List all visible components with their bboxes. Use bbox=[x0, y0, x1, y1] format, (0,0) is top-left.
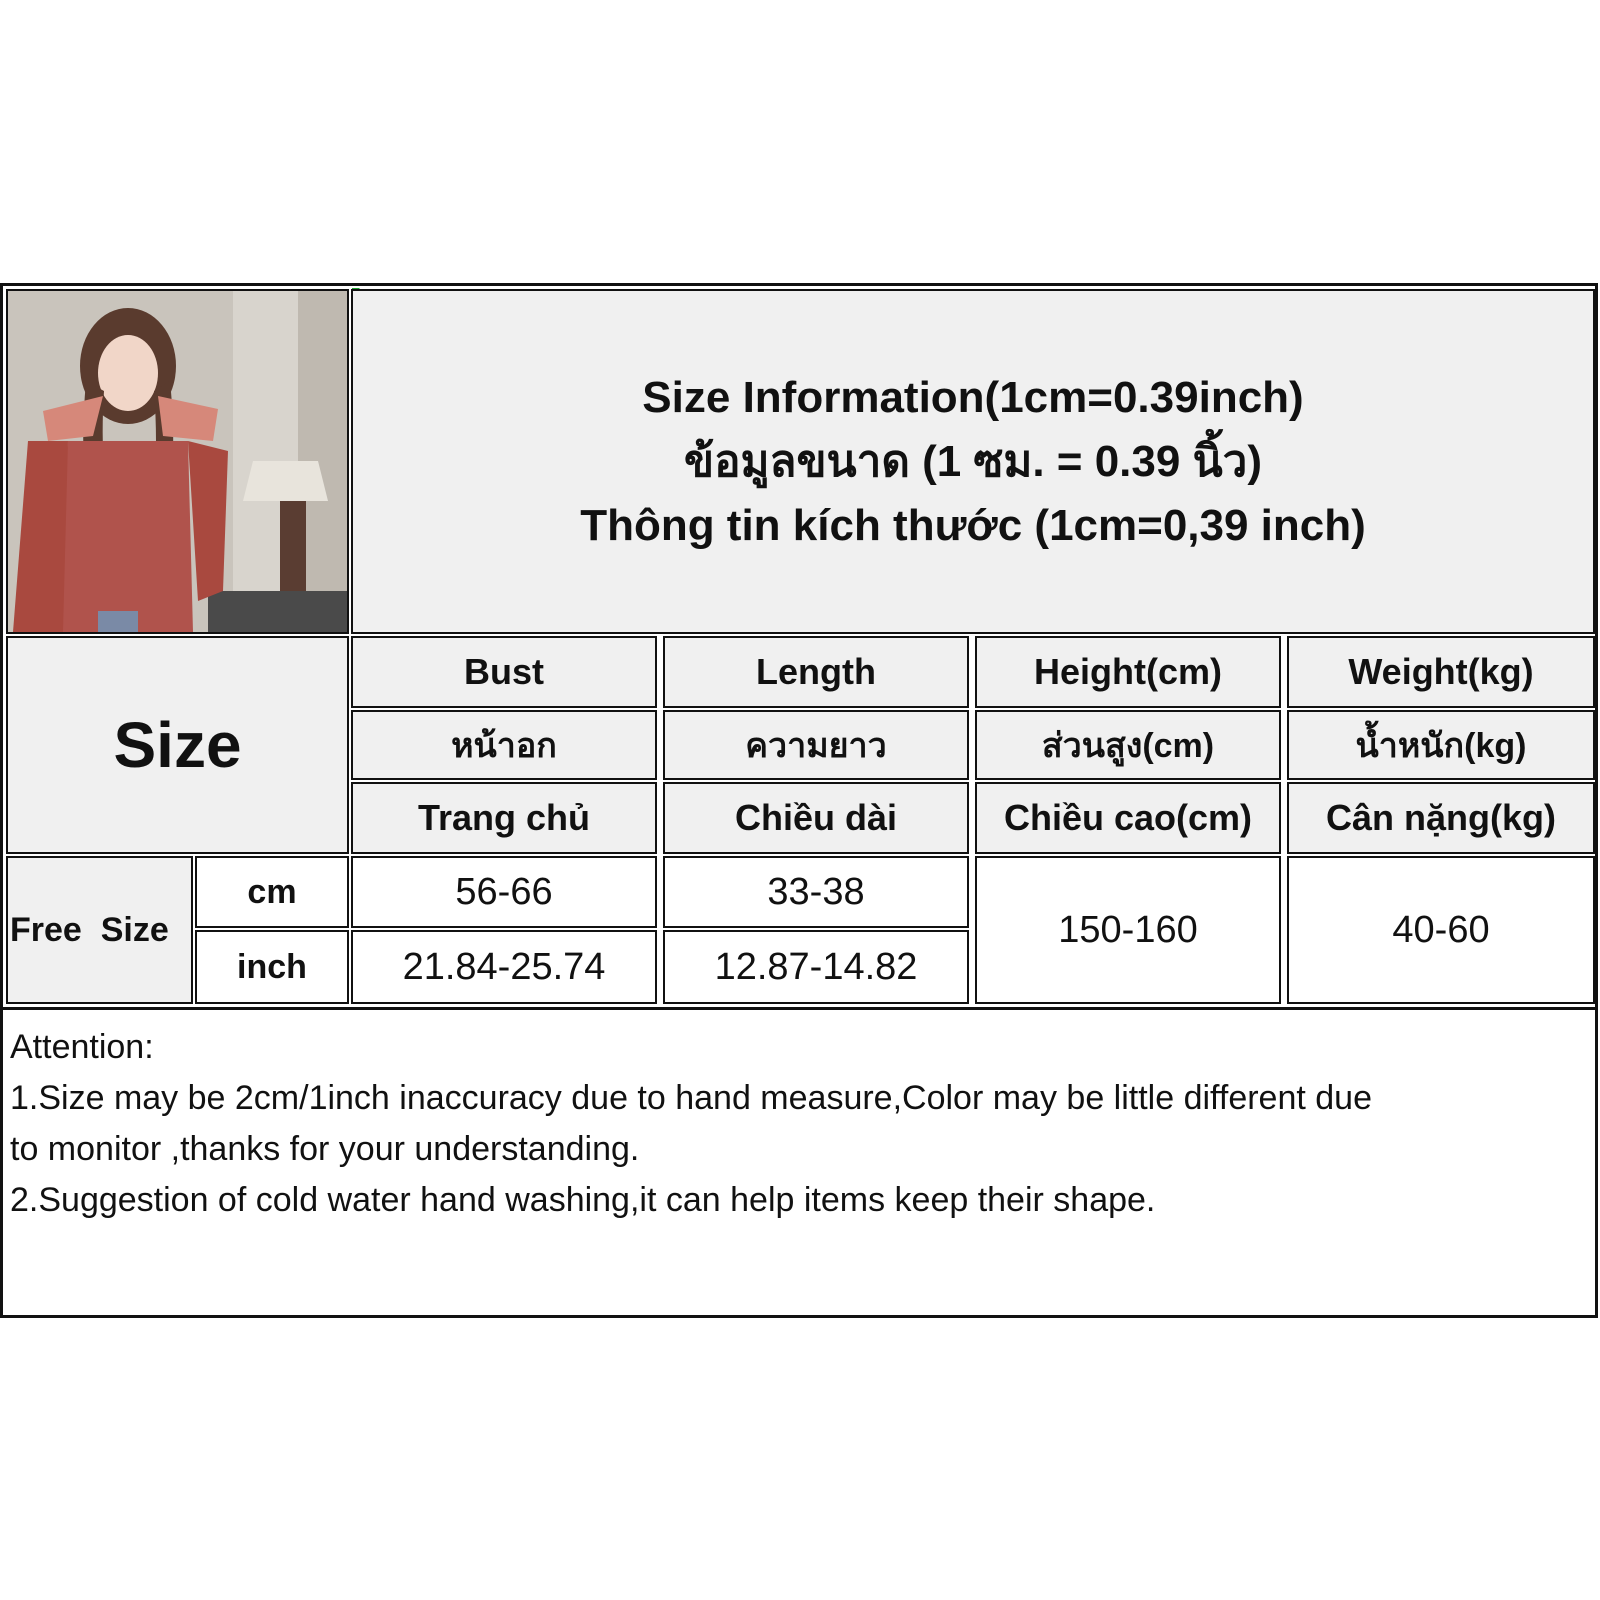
bust-inch-value: 21.84-25.74 bbox=[351, 930, 657, 1004]
length-inch-value: 12.87-14.82 bbox=[663, 930, 969, 1004]
col-weight-th: น้ำหนัก(kg) bbox=[1287, 710, 1595, 780]
title-vi: Thông tin kích thước (1cm=0,39 inch) bbox=[580, 500, 1366, 550]
col-bust-vi: Trang chủ bbox=[351, 782, 657, 854]
col-height-en: Height(cm) bbox=[975, 636, 1281, 708]
col-length-th: ความยาว bbox=[663, 710, 969, 780]
attention-line-2: to monitor ,thanks for your understanding. bbox=[10, 1130, 640, 1168]
title-block bbox=[351, 289, 1595, 634]
title-th: ข้อมูลขนาด (1 ซม. = 0.39 นิ้ว) bbox=[683, 436, 1262, 486]
attention-heading: Attention: bbox=[10, 1028, 154, 1066]
col-weight-vi: Cân nặng(kg) bbox=[1287, 782, 1595, 854]
row-label-free-size: Free Size bbox=[6, 856, 193, 1004]
attention-notes bbox=[6, 1016, 1595, 1314]
title-en: Size Information(1cm=0.39inch) bbox=[642, 372, 1304, 422]
col-height-th: ส่วนสูง(cm) bbox=[975, 710, 1281, 780]
length-cm-value: 33-38 bbox=[663, 856, 969, 928]
weight-value: 40-60 bbox=[1287, 856, 1595, 1004]
col-weight-en: Weight(kg) bbox=[1287, 636, 1595, 708]
col-length-vi: Chiều dài bbox=[663, 782, 969, 854]
col-length-en: Length bbox=[663, 636, 969, 708]
bust-cm-value: 56-66 bbox=[351, 856, 657, 928]
product-photo bbox=[6, 289, 349, 634]
col-bust-th: หน้าอก bbox=[351, 710, 657, 780]
model-photo-image bbox=[8, 291, 347, 632]
col-height-vi: Chiều cao(cm) bbox=[975, 782, 1281, 854]
attention-line-1: 1.Size may be 2cm/1inch inaccuracy due to hand measure,Color may be little different due bbox=[10, 1079, 1372, 1117]
attention-line-3: 2.Suggestion of cold water hand washing,it can help items keep their shape. bbox=[10, 1181, 1156, 1219]
col-bust-en: Bust bbox=[351, 636, 657, 708]
height-value: 150-160 bbox=[975, 856, 1281, 1004]
size-chart-sheet bbox=[0, 283, 1598, 1318]
unit-inch: inch bbox=[195, 930, 349, 1004]
size-label: Size bbox=[6, 636, 349, 854]
unit-cm: cm bbox=[195, 856, 349, 928]
divider bbox=[3, 1007, 1595, 1010]
